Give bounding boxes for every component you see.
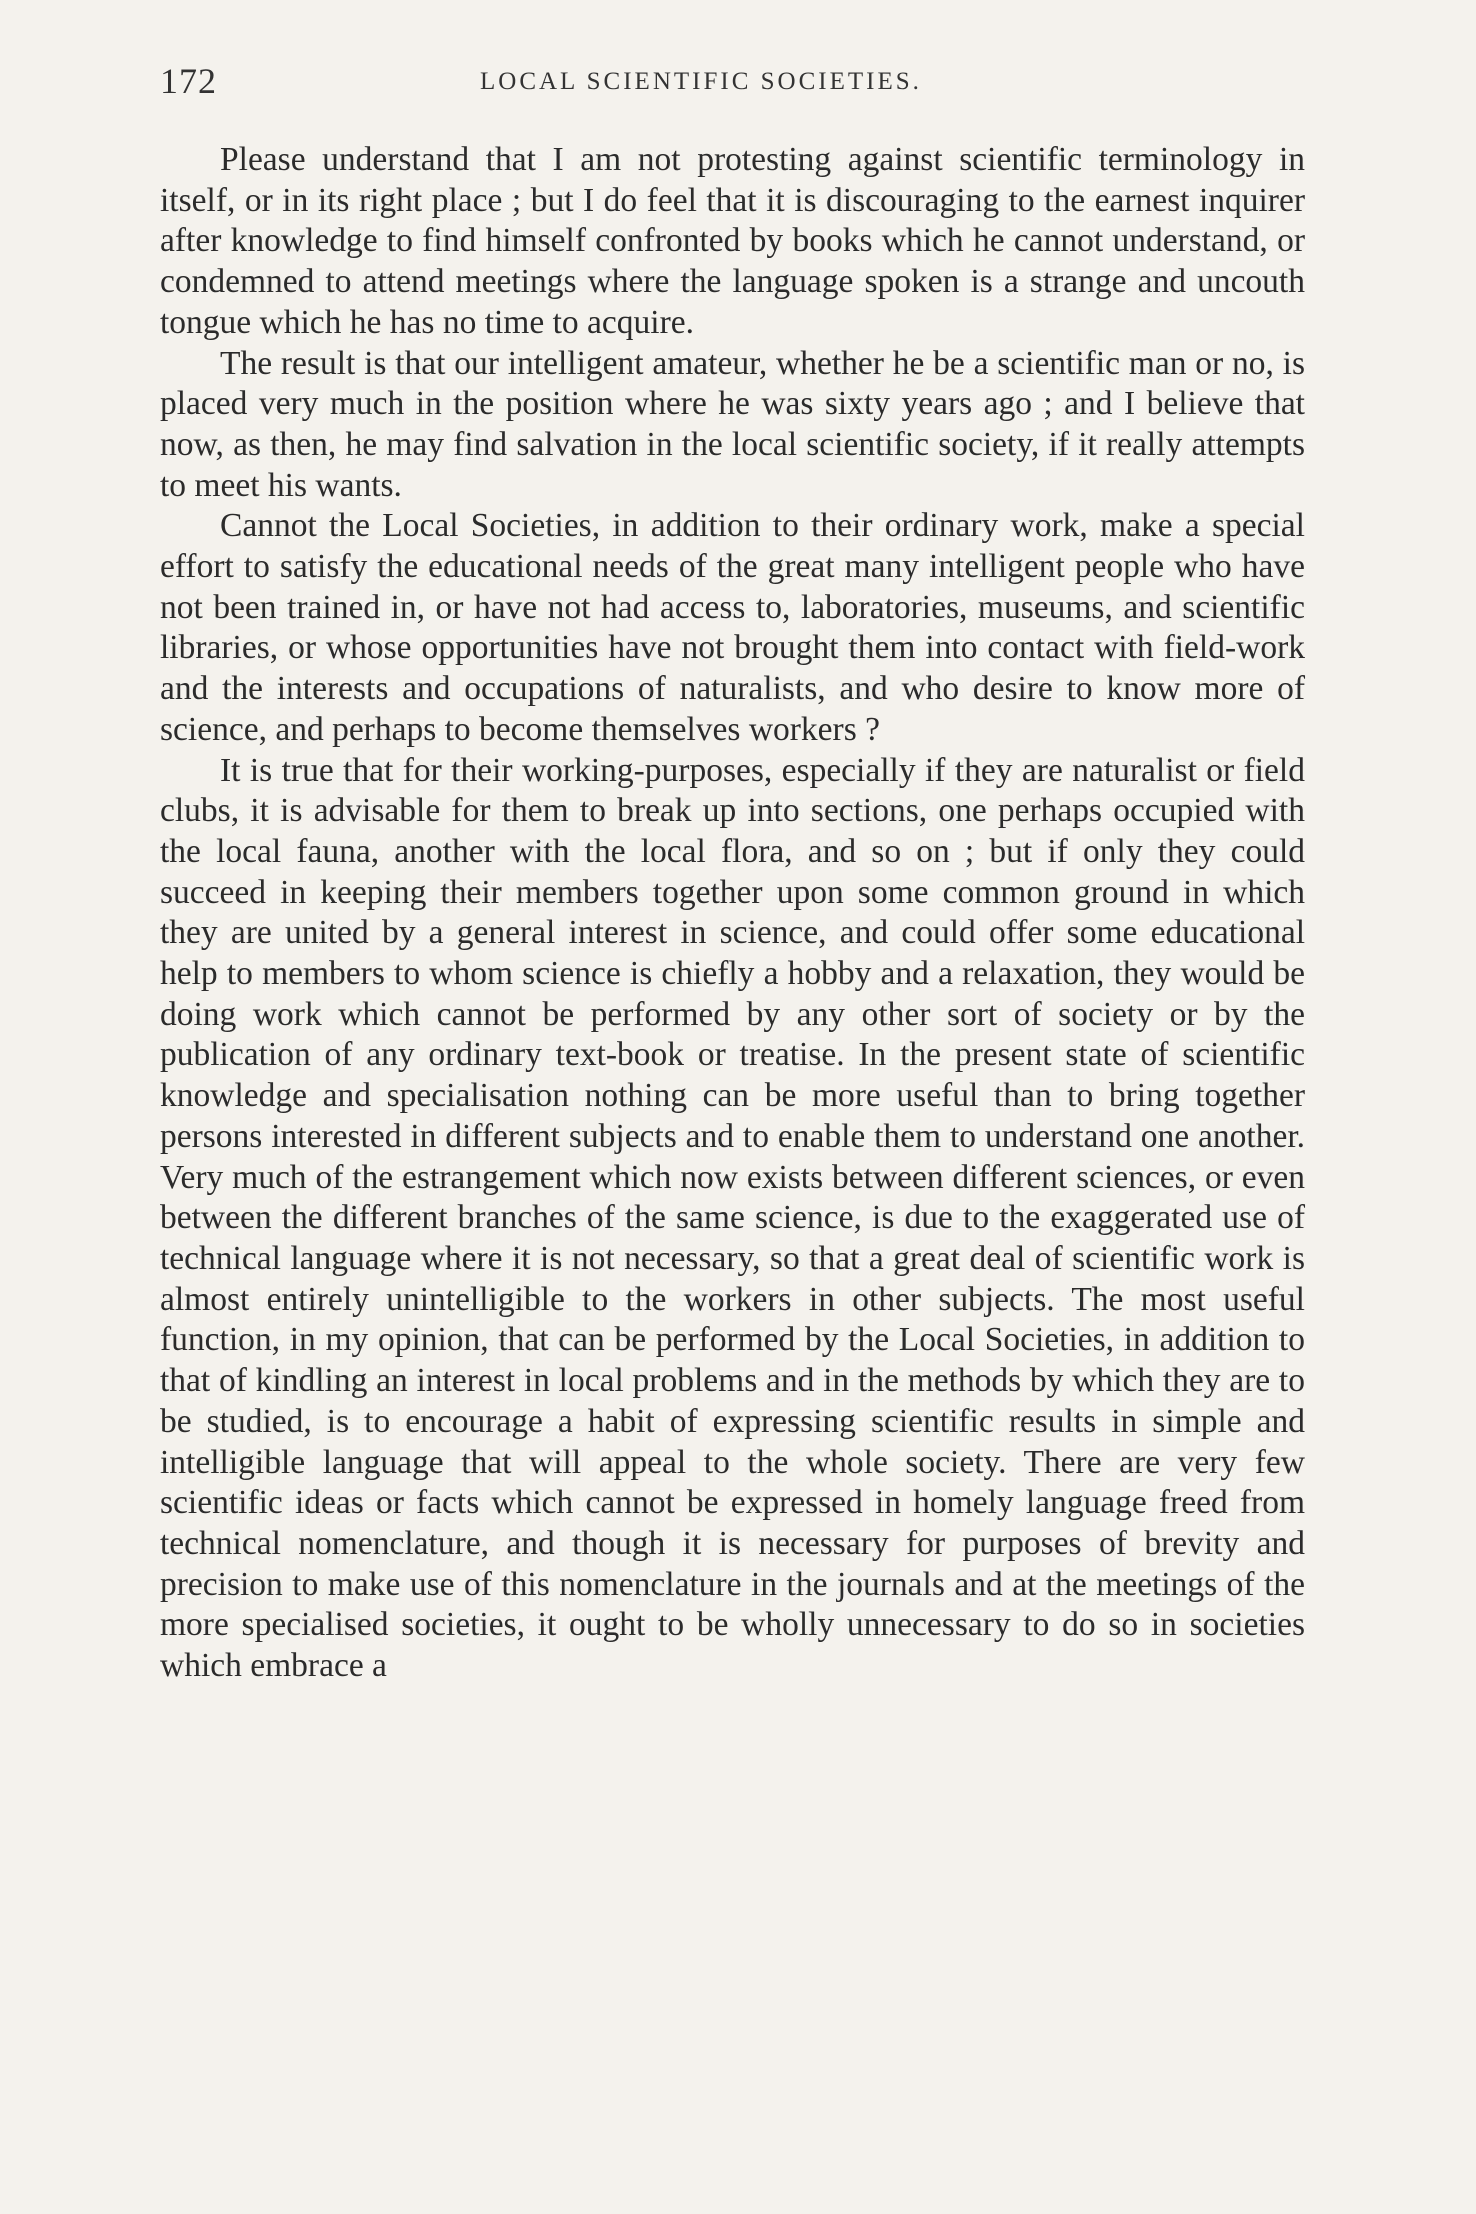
running-head [160,60,1310,110]
running-title: LOCAL SCIENTIFIC SOCIETIES. [480,68,922,95]
body-text [160,140,1305,1687]
page-number: 172 [160,61,217,101]
paragraph-2: The result is that our intelligent amateur, whether he be a scientific man or no, is placed very much in the position where he was sixty years ago ; and I believe that now, as then, he may find salvation in the local scientific society, if it really attempts to meet his wants. [160,344,1305,504]
paragraph-1: Please understand that I am not protesting against scientific terminology in itself, or in its right place ; but I do feel that it is discouraging to the earnest inquirer after knowledge to find himself confronted by books which he cannot understand, or condemned to attend meetings where the language spoken is a strange and uncouth tongue which he has no time to acquire. [160,141,1305,341]
paragraph-4: It is true that for their working-purposes, especially if they are naturalist or field clubs, it is advisable for them to break up into sections, one perhaps occupied with the local fauna, another with the local flora, and so on ; but if only they could succeed in keeping their members together upon some common ground in which they are united by a general interest in science, and could offer some educational help to members to whom science is chiefly a hobby and a relaxation, they would be doing work which cannot be performed by any other sort of society or by the publication of any ordinary text-book or treatise. In the present state of scientific knowledge and specialisation nothing can be more useful than to bring together persons interested in different subjects and to enable them to understand one another. Very much of the estrangement which now exists between different sciences, or even between the different branches of the same science, is due to the exaggerated use of technical language where it is not necessary, so that a great deal of scientific work is almost entirely unintelligible to the workers in other subjects. The most useful function, in my opinion, that can be performed by the Local Societies, in addition to that of kindling an interest in local problems and in the methods by which they are to be studied, is to encourage a habit of expressing scientific results in simple and intelligible language that will appeal to the whole society. There are very few scientific ideas or facts which cannot be expressed in homely language freed from technical nomenclature, and though it is necessary for purposes of brevity and precision to make use of this nomenclature in the journals and at the meetings of the more specialised societies, it ought to be wholly unnecessary to do so in societies which embrace a [160,751,1305,1685]
paragraph-3: Cannot the Local Societies, in addition to their ordinary work, make a special effort to satisfy the educational needs of the great many intelligent people who have not been trained in, or have not had access to, laboratories, museums, and scientific libraries, or whose opportunities have not brought them into contact with field-work and the interests and occupations of naturalists, and who desire to know more of science, and perhaps to become themselves workers ? [160,507,1305,748]
